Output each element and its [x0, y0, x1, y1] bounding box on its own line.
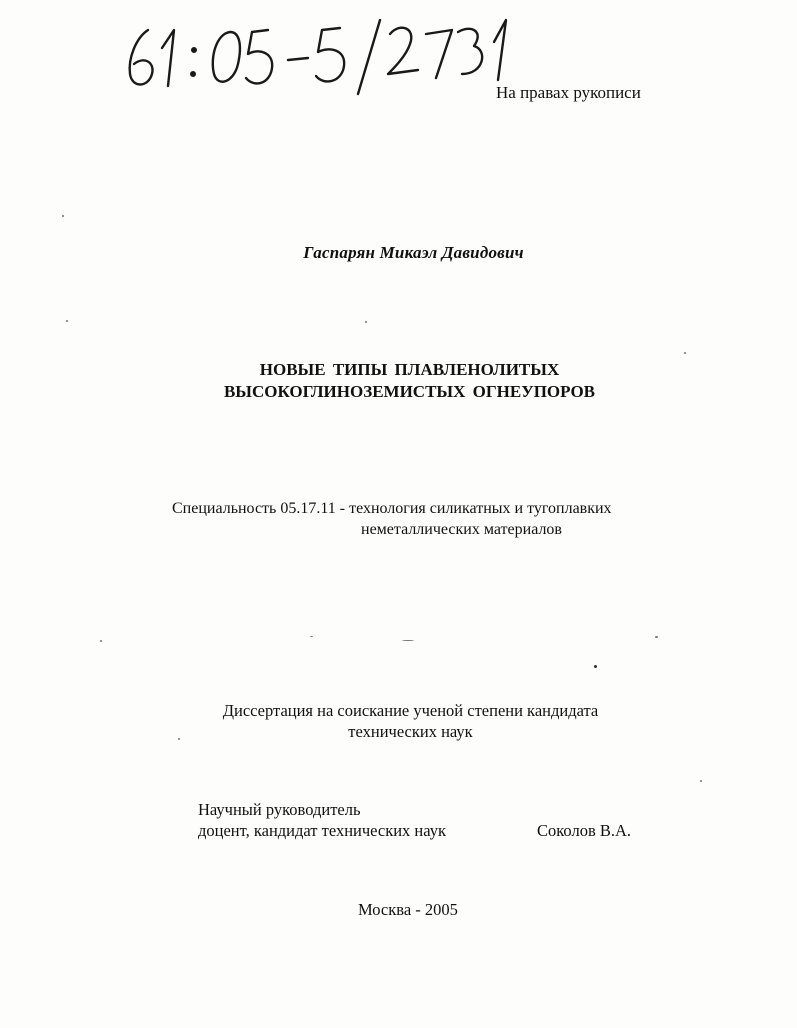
scan-speck [62, 215, 64, 217]
supervisor-label: Научный руководитель [198, 800, 361, 819]
degree-statement [0, 700, 797, 742]
specialty-line-1: Специальность 05.17.11 - технология силикатных и тугоплавких [172, 500, 612, 517]
scan-speck [684, 352, 686, 354]
scan-speck [365, 321, 367, 323]
handwritten-mark-drawing [118, 8, 518, 98]
scan-speck [700, 780, 702, 782]
supervisor-name: Соколов В.А. [537, 821, 632, 840]
dissertation-title [0, 359, 797, 403]
author-name: Гаспарян Микаэл Давидович [303, 243, 524, 262]
supervisor-title: доцент, кандидат технических наук [198, 821, 447, 840]
specialty-line-2: неметаллических материалов [361, 521, 562, 538]
scan-speck [594, 665, 597, 668]
scan-speck [178, 738, 180, 740]
title-line-1: НОВЫЕ ТИПЫ ПЛАВЛЕНОЛИТЫХ [259, 360, 560, 379]
scan-speck [66, 320, 68, 322]
scan-speck [402, 640, 414, 641]
scan-speck [100, 640, 102, 642]
degree-line-1: Диссертация на соискание ученой степени кандидата [222, 701, 599, 720]
handwritten-archive-mark [118, 8, 518, 98]
scan-speck [310, 636, 313, 637]
scan-speck [655, 636, 658, 638]
manuscript-rights-note: На правах рукописи [496, 83, 641, 102]
degree-line-2: технических наук [348, 722, 473, 741]
city-year: Москва - 2005 [358, 900, 458, 919]
title-line-2: ВЫСОКОГЛИНОЗЕМИСТЫХ ОГНЕУПОРОВ [223, 382, 596, 401]
